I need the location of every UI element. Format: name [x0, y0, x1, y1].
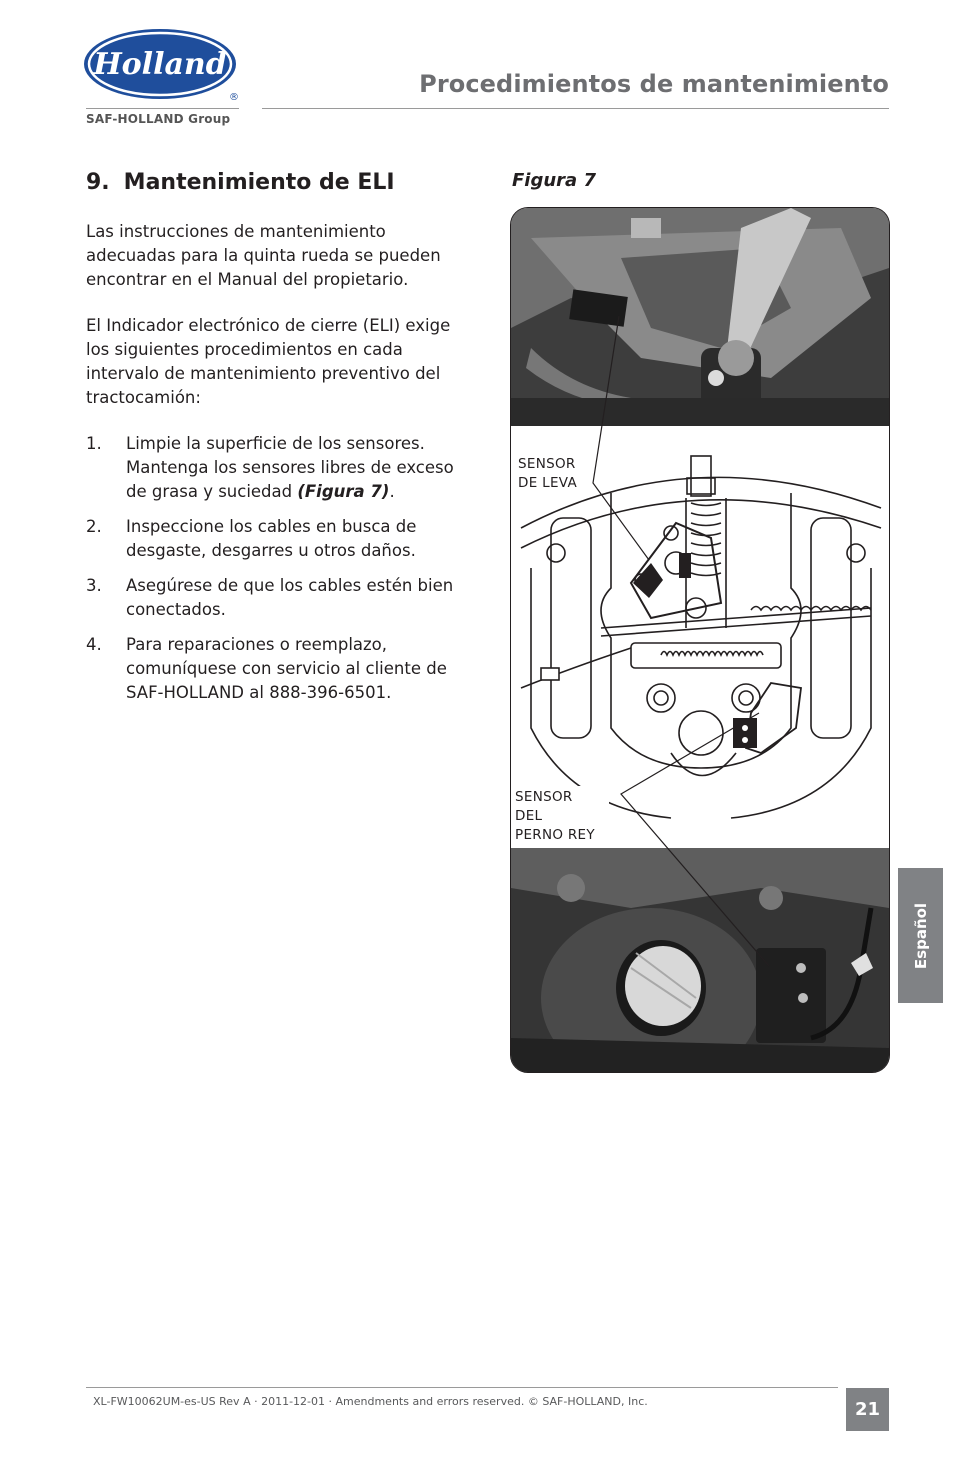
step-text: Asegúrese de que los cables estén bien conectados.: [126, 576, 454, 619]
step-item: [86, 574, 476, 622]
eli-paragraph: El Indicador electrónico de cierre (ELI) exige los siguientes procedimientos en cada intervalo de mantenimiento preventivo del tractocamión:: [86, 316, 451, 407]
section-heading: [86, 170, 395, 195]
kingpin-sensor-callout: [515, 788, 595, 845]
step-punct: .: [389, 482, 395, 501]
kingpin-sensor-photo: [511, 848, 889, 1072]
cam-sensor-callout: [518, 455, 577, 493]
header-divider: [262, 108, 889, 109]
registered-mark: ®: [229, 92, 239, 103]
footer-divider: [86, 1387, 838, 1388]
logo-divider: [86, 108, 239, 109]
language-tab-label: Español: [911, 902, 930, 969]
procedure-steps: [86, 432, 476, 716]
cam-sensor-graphic: [633, 553, 691, 598]
step-item: [86, 515, 476, 563]
callout-line: SENSOR: [515, 789, 573, 805]
callout-line: SENSOR: [518, 456, 576, 472]
step-item: [86, 633, 476, 705]
step-number: 4.: [86, 635, 102, 654]
step-number: 1.: [86, 434, 102, 453]
step-number: 2.: [86, 517, 102, 536]
kingpin-sensor-block: [733, 718, 757, 748]
intro-paragraph: Las instrucciones de mantenimiento adecuadas para la quinta rueda se pueden encontrar en el Manual del propietario.: [86, 222, 441, 289]
holland-logo: [84, 28, 240, 104]
mechanism-line-drawing: [521, 456, 881, 818]
step-text: Para reparaciones o reemplazo, comuníquese con servicio al cliente de SAF-HOLLAND al 888-396-6501.: [126, 635, 447, 702]
step-text: Limpie la superficie de los sensores. Mantenga los sensores libres de exceso de grasa y suciedad: [126, 434, 454, 501]
logo-wordmark: Holland: [93, 47, 227, 82]
section-number: 9.: [86, 170, 110, 195]
group-name: SAF-HOLLAND Group: [86, 112, 231, 126]
step-number: 3.: [86, 576, 102, 595]
figure-caption: Figura 7: [512, 170, 596, 191]
page-title: Procedimientos de mantenimiento: [419, 70, 889, 98]
footer-text: XL-FW10062UM-es-US Rev A · 2011-12-01 · Amendments and errors reserved. © SAF-HOLLAND, Inc.: [93, 1395, 648, 1408]
callout-line: DE LEVA: [518, 475, 577, 491]
step-item: [86, 432, 476, 504]
page-number: 21: [846, 1388, 889, 1431]
cam-sensor-photo: [511, 208, 889, 426]
callout-line: PERNO REY: [515, 827, 595, 843]
callout-line: DEL: [515, 808, 543, 824]
step-text: Inspeccione los cables en busca de desgaste, desgarres u otros daños.: [126, 517, 417, 560]
language-tab[interactable]: [898, 868, 943, 1003]
section-title: Mantenimiento de ELI: [123, 170, 395, 195]
figure-reference-link[interactable]: (Figura 7): [297, 482, 390, 501]
figure-7-illustration: [510, 207, 890, 1073]
